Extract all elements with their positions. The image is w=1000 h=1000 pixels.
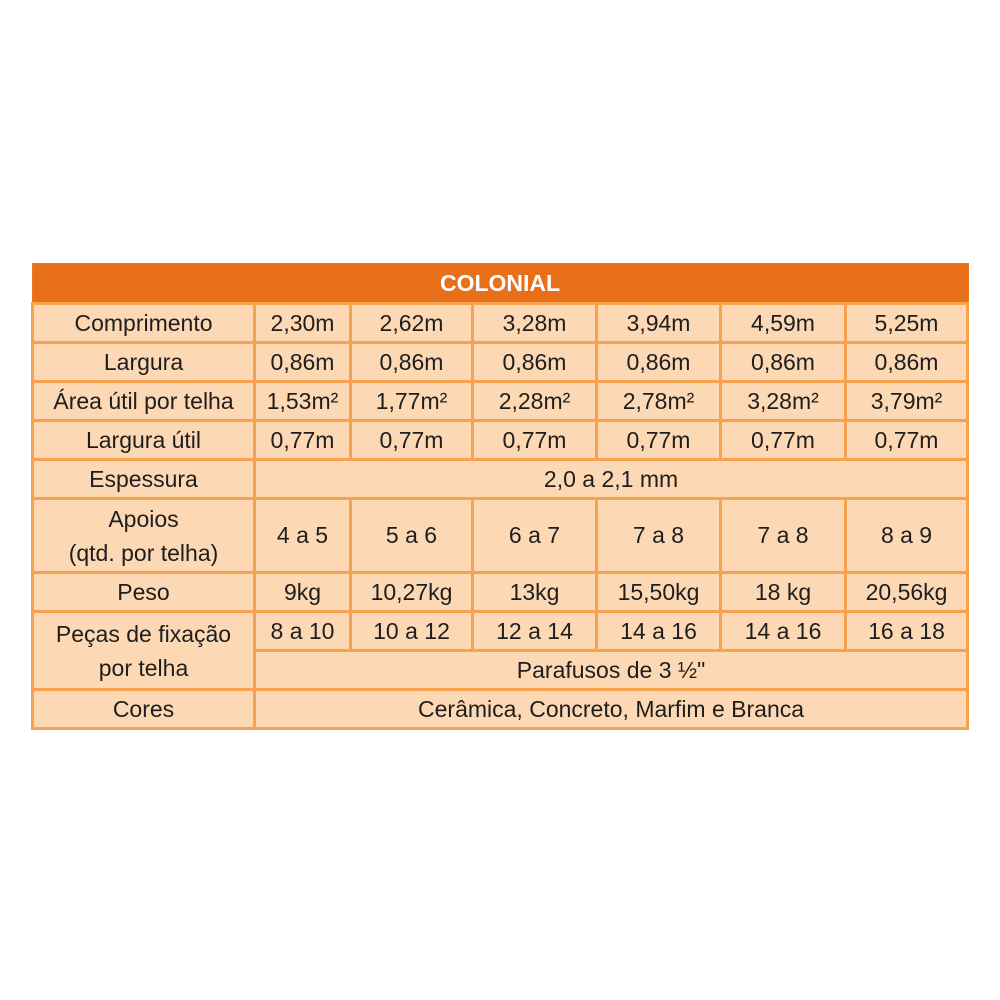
- cell-value: 5 a 6: [351, 499, 473, 573]
- row-apoios: [33, 499, 968, 573]
- cell-value: 0,86m: [255, 343, 351, 382]
- cell-value: 10,27kg: [351, 573, 473, 612]
- row-cores: [33, 690, 968, 729]
- row-pecas-fixacao: [33, 612, 968, 651]
- cell-value: 2,62m: [351, 304, 473, 343]
- row-largura-util: [33, 421, 968, 460]
- cell-value: 3,94m: [597, 304, 721, 343]
- cell-value: 0,86m: [351, 343, 473, 382]
- cell-value: 8 a 9: [846, 499, 968, 573]
- row-label-line1: Apoios: [108, 505, 179, 532]
- cell-value: 1,77m²: [351, 382, 473, 421]
- cell-value: 2,78m²: [597, 382, 721, 421]
- cell-value: 4,59m: [721, 304, 846, 343]
- cell-value: 0,86m: [597, 343, 721, 382]
- cell-value-span: 2,0 a 2,1 mm: [255, 460, 968, 499]
- cell-value: 1,53m²: [255, 382, 351, 421]
- cell-value: 12 a 14: [473, 612, 597, 651]
- cell-value: 0,77m: [846, 421, 968, 460]
- cell-value: 2,30m: [255, 304, 351, 343]
- cell-value: 3,28m: [473, 304, 597, 343]
- cell-value: 7 a 8: [597, 499, 721, 573]
- row-espessura: [33, 460, 968, 499]
- cell-value: 0,77m: [721, 421, 846, 460]
- cell-value: 7 a 8: [721, 499, 846, 573]
- cell-value: 6 a 7: [473, 499, 597, 573]
- row-label: Cores: [33, 690, 255, 729]
- cell-value: 15,50kg: [597, 573, 721, 612]
- row-label-line1: Peças de fixação: [55, 620, 232, 647]
- cell-value: 0,86m: [846, 343, 968, 382]
- row-label: Espessura: [33, 460, 255, 499]
- cell-value: 16 a 18: [846, 612, 968, 651]
- row-label: [33, 499, 255, 573]
- row-label: Largura: [33, 343, 255, 382]
- row-label: Área útil por telha: [33, 382, 255, 421]
- cell-value: 3,28m²: [721, 382, 846, 421]
- cell-value: 2,28m²: [473, 382, 597, 421]
- row-peso: [33, 573, 968, 612]
- cell-value-span: Cerâmica, Concreto, Marfim e Branca: [255, 690, 968, 729]
- cell-value-span: Parafusos de 3 ½": [255, 651, 968, 690]
- table-title: COLONIAL: [33, 264, 968, 304]
- cell-value: 4 a 5: [255, 499, 351, 573]
- cell-value: 10 a 12: [351, 612, 473, 651]
- cell-value: 13kg: [473, 573, 597, 612]
- row-comprimento: [33, 304, 968, 343]
- cell-value: 3,79m²: [846, 382, 968, 421]
- cell-value: 8 a 10: [255, 612, 351, 651]
- cell-value: 18 kg: [721, 573, 846, 612]
- row-label: Comprimento: [33, 304, 255, 343]
- cell-value: 0,77m: [473, 421, 597, 460]
- row-label: Peso: [33, 573, 255, 612]
- row-area-util: [33, 382, 968, 421]
- cell-value: 9kg: [255, 573, 351, 612]
- cell-value: 0,77m: [351, 421, 473, 460]
- cell-value: 0,86m: [473, 343, 597, 382]
- row-largura: [33, 343, 968, 382]
- row-label: Largura útil: [33, 421, 255, 460]
- cell-value: 5,25m: [846, 304, 968, 343]
- cell-value: 14 a 16: [597, 612, 721, 651]
- row-label-line2: por telha: [98, 654, 189, 681]
- spec-table: [31, 263, 969, 730]
- cell-value: 20,56kg: [846, 573, 968, 612]
- row-label: [33, 612, 255, 690]
- row-label-line2: (qtd. por telha): [68, 539, 219, 566]
- cell-value: 0,77m: [255, 421, 351, 460]
- cell-value: 0,86m: [721, 343, 846, 382]
- cell-value: 14 a 16: [721, 612, 846, 651]
- cell-value: 0,77m: [597, 421, 721, 460]
